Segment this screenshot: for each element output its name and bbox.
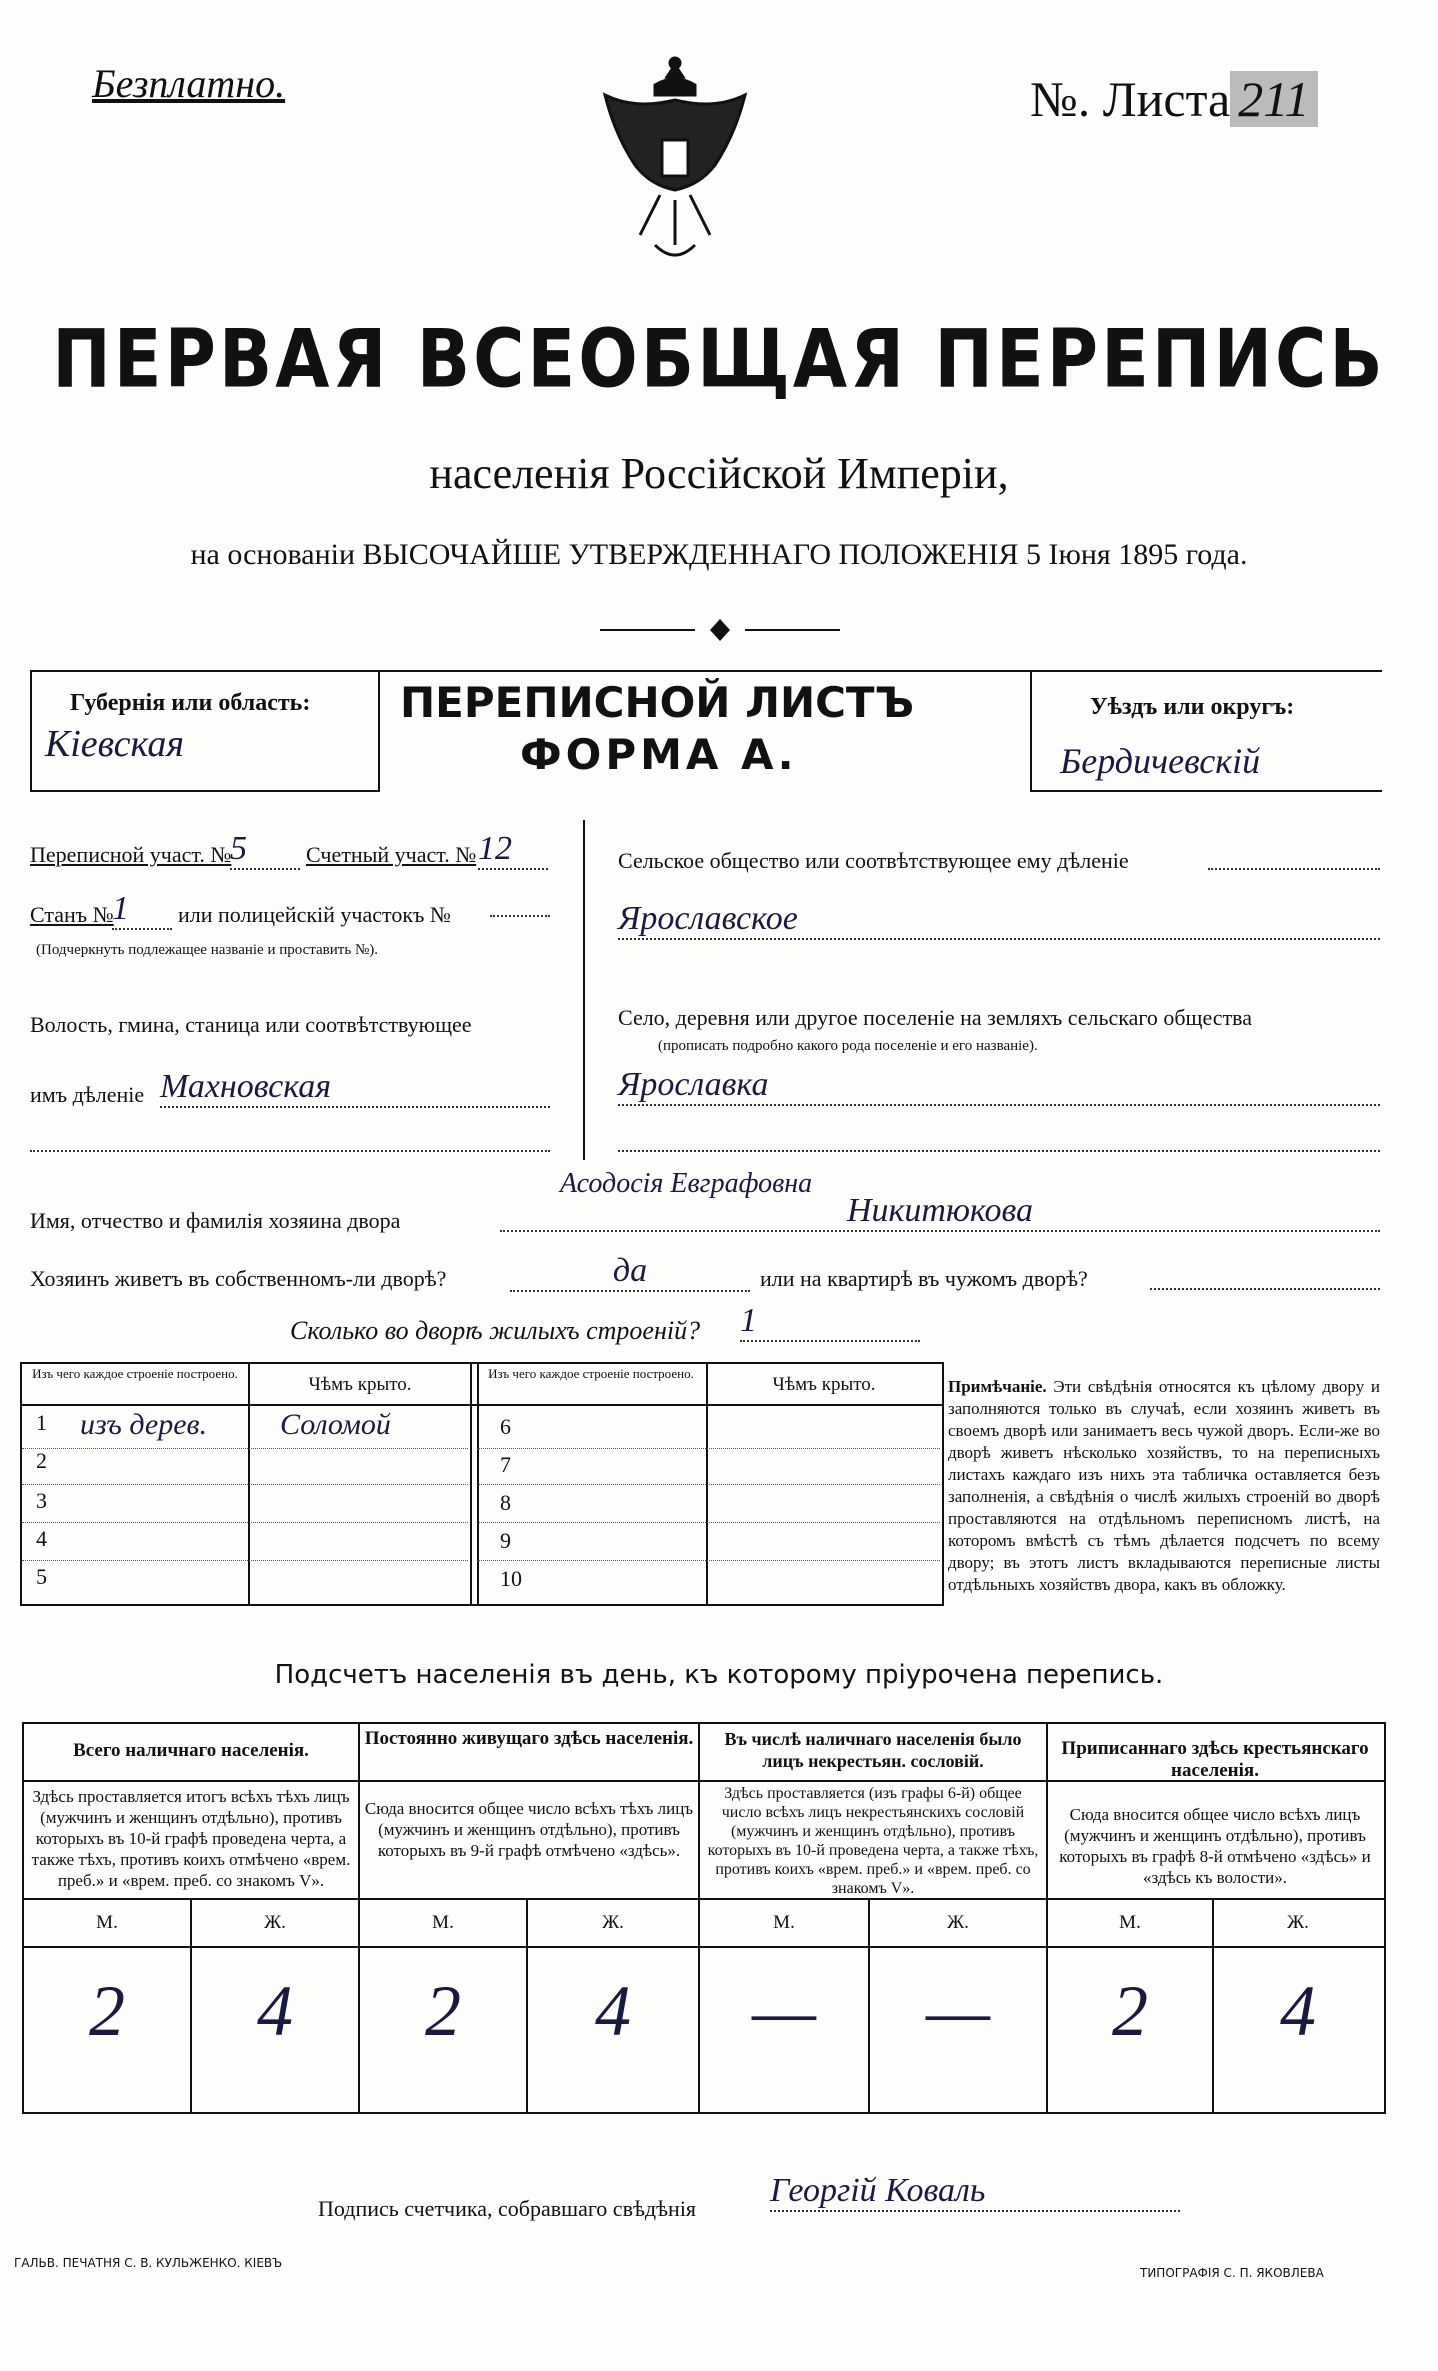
sheet-number-label: №. Листа [1030,71,1231,127]
sheet-number-value: 211 [1230,71,1317,127]
count-col-4-desc: Сюда вносится общее число всѣхъ лицъ (мужчинъ и женщинъ отдѣльно), противъ которыхъ въ графѣ 8-й отмѣчено «здѣсь» и «здѣсь къ волости». [1059,1805,1371,1887]
count-col-4-zh-value: 4 [1280,1971,1316,2051]
col-built-header-left: Изъ чего каждое строеніе построено. [32,1366,238,1381]
count-col-2-m: М. [432,1912,454,1933]
document-title: ПЕРВАЯ ВСЕОБЩАЯ ПЕРЕПИСЬ [52,311,1386,407]
sheet-number [1030,70,1318,128]
stan-label: Станъ № [30,902,114,927]
form-subtitle: ФОРМА А. [520,730,798,779]
row-10-num: 10 [500,1566,522,1591]
volost-label-2: имъ дѣленіе [30,1082,145,1107]
count-col-1-zh-value: 4 [257,1971,293,2051]
count-col-4-title: Приписаннаго здѣсь крестьянскаго населенія. [1061,1738,1369,1781]
gubernia-label: Губернія или область: [70,690,311,716]
row-6-num: 6 [500,1414,511,1439]
footer-right: ТИПОГРАФІЯ С. П. ЯКОВЛЕВА [1140,2266,1324,2280]
obshchestvo-label: Сельское общество или соотвѣтствующее ему дѣленіе [618,848,1129,873]
imperial-eagle-icon [600,55,750,270]
col-built-header-right: Изъ чего каждое строеніе построено. [488,1366,694,1381]
form-title: ПЕРЕПИСНОЙ ЛИСТЪ [400,678,915,727]
uchastok-value: 5 [230,830,300,870]
row-1-roof: Соломой [280,1408,391,1441]
count-col-4-zh: Ж. [1287,1912,1309,1933]
buildings-value: 1 [740,1302,920,1342]
buildings-label: Сколько во дворѣ жилыхъ строеній? [290,1316,701,1345]
col-roof-header-left: Чѣмъ крыто. [308,1374,412,1395]
document-subtitle: населенія Россійской Имперіи, [429,449,1009,498]
selo-extra-line [618,1150,1380,1152]
count-col-1-m-value: 2 [89,1971,125,2051]
volost-label: Волость, гмина, станица или соотвѣтствующее [30,1012,472,1037]
police-label: или полицейскій участокъ № [178,902,451,927]
row-2-num: 2 [36,1448,47,1473]
selo-value: Ярославка [618,1066,1380,1106]
ornament-divider [600,615,840,645]
count-col-2-desc: Сюда вносится общее число всѣхъ тѣхъ лицъ (мужчинъ и женщинъ отдѣльно), противъ которыхъ въ 9-й графѣ отмѣчено «здѣсь». [364,1799,694,1860]
row-3-num: 3 [36,1488,47,1513]
count-col-3-zh-value: — [925,1971,991,2051]
uezd-value: Бердичевскій [1060,741,1261,781]
count-col-3-title: Въ числѣ наличнаго населенія было лицъ некрестьян. сословій. [724,1729,1022,1771]
signature-value: Георгій Коваль [770,2172,1180,2212]
row-7-num: 7 [500,1452,511,1477]
schet-label: Счетный участ. № [306,842,477,867]
gubernia-value: Кіевская [45,723,185,765]
row-1-built: изъ дерев. [80,1408,208,1441]
volost-extra-line [30,1150,550,1152]
count-heading: Подсчетъ населенія въ день, къ которому пріурочена перепись. [274,1660,1164,1690]
footer-left: ГАЛЬВ. ПЕЧАТНЯ С. В. КУЛЬЖЕНКО. КІЕВЪ [14,2256,283,2270]
count-col-4-m-value: 2 [1112,1971,1148,2051]
row-1-num: 1 [36,1410,47,1435]
schet-value: 12 [478,830,548,870]
own-yard-value: да [510,1252,750,1292]
col-roof-header-right: Чѣмъ крыто. [772,1374,876,1395]
owner-value-above: Асодосія Евграфовна [560,1168,813,1199]
rent-value [1150,1288,1380,1290]
volost-value: Махновская [160,1068,550,1108]
count-col-3-m: М. [773,1912,795,1933]
row-9-num: 9 [500,1528,511,1553]
own-yard-label: Хозяинъ живетъ въ собственномъ-ли дворѣ? [30,1266,447,1291]
row-4-num: 4 [36,1526,47,1551]
count-col-1-title: Всего наличнаго населенія. [73,1740,309,1761]
count-col-1-desc: Здѣсь проставляется итогъ всѣхъ тѣхъ лицъ (мужчинъ и женщинъ отдѣльно), противъ которыхъ въ 10-й графѣ проведена черта, а также тѣхъ, противъ коихъ отмѣчено «врем. преб.» и «врем. преб. со знакомъ V». [31,1787,351,1890]
free-of-charge-label: Безплатно. [92,61,286,106]
selo-note: (прописать подробно какого рода поселеніе и его названіе). [658,1038,1038,1054]
owner-label: Имя, отчество и фамилія хозяина двора [30,1208,401,1233]
count-col-2-title: Постоянно живущаго здѣсь населенія. [364,1728,694,1749]
owner-value: Никитюкова [500,1192,1380,1232]
row-5-num: 5 [36,1564,47,1589]
count-col-1-zh: Ж. [264,1912,286,1933]
count-col-3-m-value: — [751,1971,817,2051]
signature-label: Подпись счетчика, собравшаго свѣдѣнія [318,2196,697,2221]
note-text: Эти свѣдѣнія относятся къ цѣлому двору и заполняются только въ случаѣ, если хозяинъ живетъ въ своемъ дворѣ или занимаетъ весь чужой дворъ. Если-же во дворѣ живетъ нѣсколько хозяйствъ, то на переписныхъ листахъ каждаго изъ нихъ эта табличка оставляется безъ заполненія, а свѣдѣнія о числѣ жилыхъ строеній во дворѣ проставляются на отдѣльномъ переписномъ листѣ, на которомъ вмѣстѣ съ тѣмъ дѣлается подсчетъ по всему двору; въ этотъ листъ вкладываются переписные листы отдѣльныхъ хозяйствъ двора, какъ въ обложку. [948,1377,1381,1594]
note-block [948,1376,1380,1596]
selo-label: Село, деревня или другое поселеніе на земляхъ сельскаго общества [618,1005,1253,1030]
count-col-2-zh: Ж. [602,1912,624,1933]
document-basis: на основаніи ВЫСОЧАЙШЕ УТВЕРЖДЕННАГО ПОЛОЖЕНІЯ 5 Іюня 1895 года. [190,538,1248,571]
rent-label: или на квартирѣ въ чужомъ дворѣ? [760,1266,1088,1291]
count-col-1-m: М. [96,1912,118,1933]
uchastok-label: Переписной участ. № [30,842,232,867]
uezd-label: Уѣздъ или округъ: [1090,694,1295,720]
count-col-3-zh: Ж. [947,1912,969,1933]
row-8-num: 8 [500,1490,511,1515]
count-col-4-m: М. [1119,1912,1141,1933]
count-col-2-m-value: 2 [425,1971,461,2051]
count-col-2-zh-value: 4 [595,1971,631,2051]
stan-value: 1 [112,890,172,930]
police-value [490,915,550,917]
count-col-3-desc: Здѣсь проставляется (изъ графы 6-й) общее число всѣхъ лицъ некрестьянскихъ сословій (мужчинъ и женщинъ отдѣльно), противъ которыхъ въ 10-й проведена черта, а также тѣхъ, противъ коихъ «врем. преб.» и «врем. преб. со знакомъ V». [707,1785,1039,1897]
stan-note: (Подчеркнуть подлежащее названіе и проставить №). [36,942,378,958]
obshchestvo-line [1208,868,1380,870]
obshchestvo-value: Ярославское [618,900,1380,940]
note-title: Примѣчаніе. [948,1377,1047,1396]
